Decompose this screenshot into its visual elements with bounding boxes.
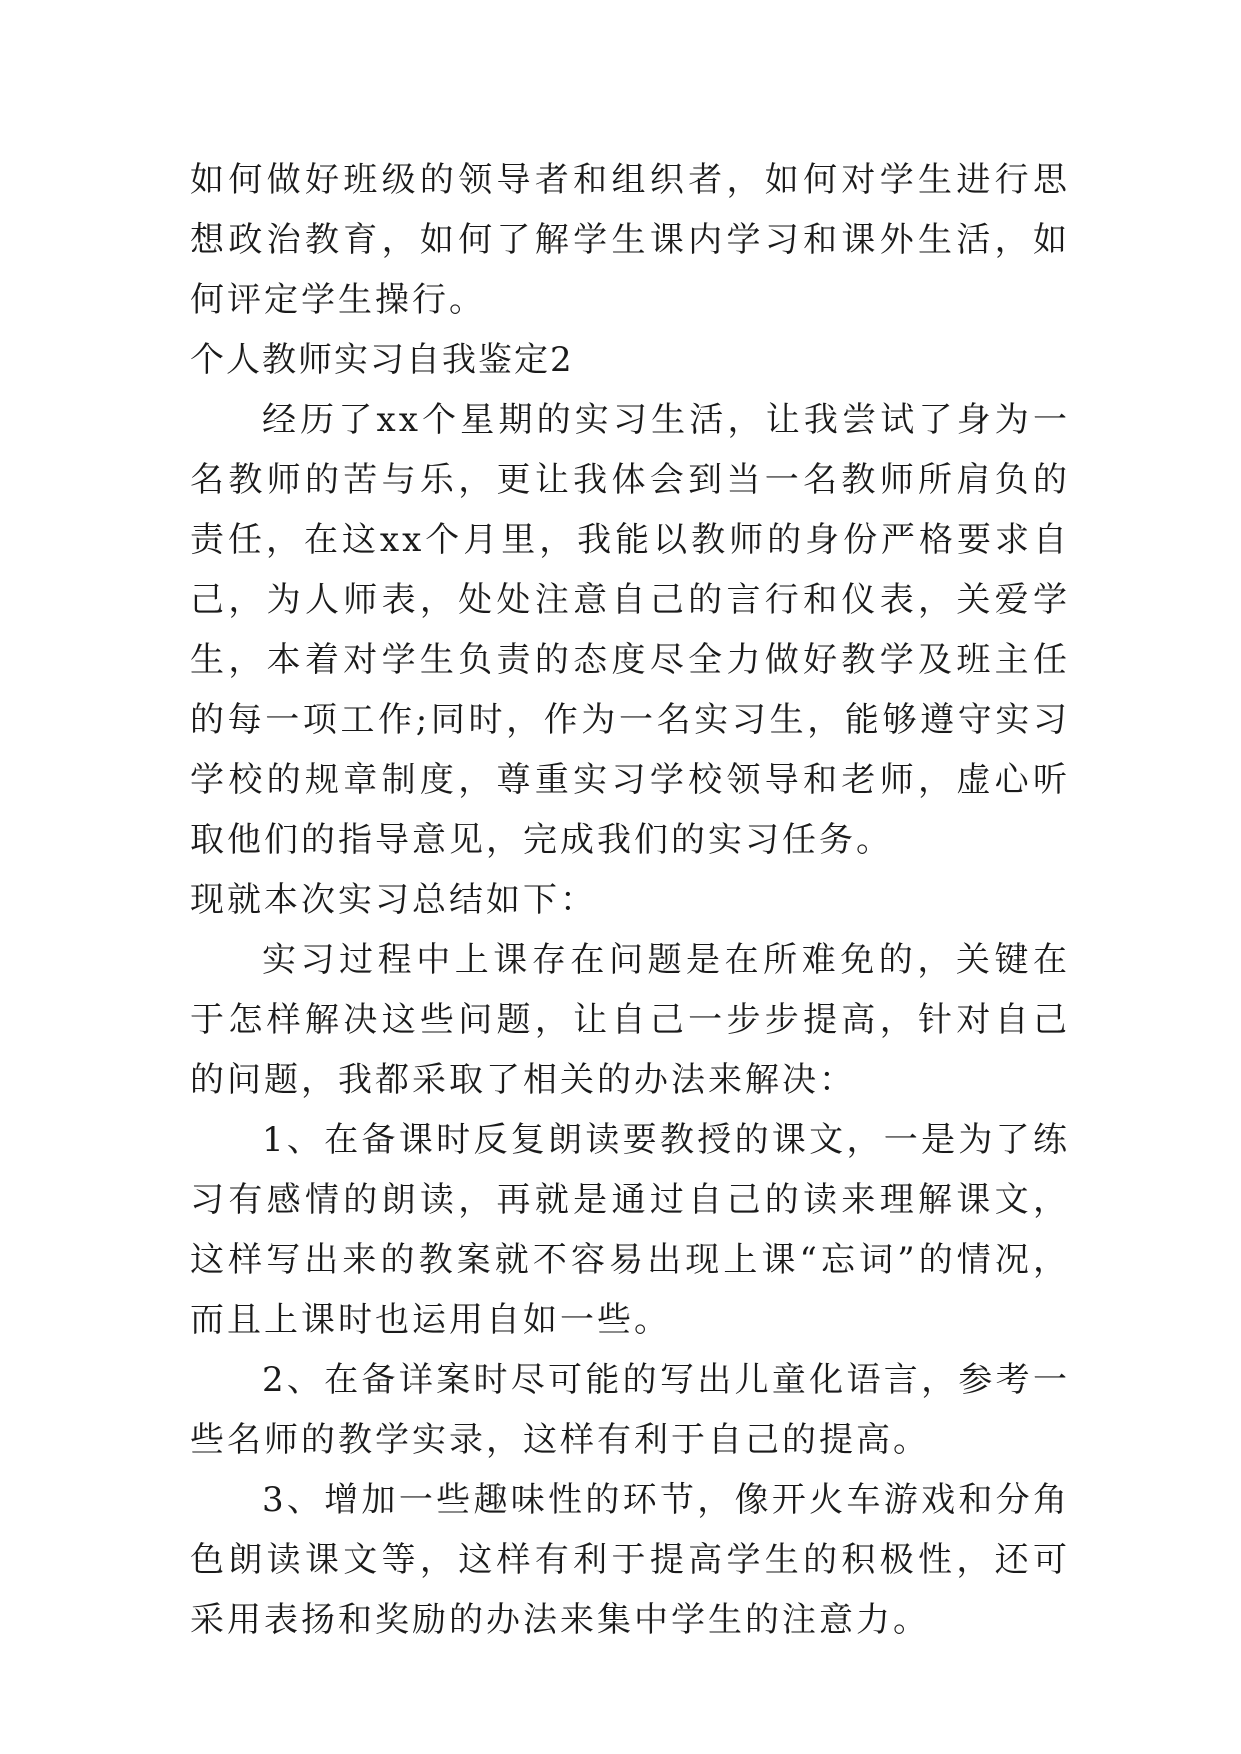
list-item-1: 1、在备课时反复朗读要教授的课文，一是为了练习有感情的朗读，再就是通过自己的读来理解课文，这样写出来的教案就不容易出现上课“忘词”的情况，而且上课时也运用自如一些。 [190,1120,1070,1340]
list-item-2: 2、在备详案时尽可能的写出儿童化语言，参考一些名师的教学实录，这样有利于自己的提高。 [190,1360,1070,1460]
paragraph-intro: 经历了xx个星期的实习生活，让我尝试了身为一名教师的苦与乐，更让我体会到当一名教师所肩负的责任，在这xx个月里，我能以教师的身份严格要求自己，为人师表，处处注意自己的言行和仪表，关爱学生，本着对学生负责的态度尽全力做好教学及班主任的每一项工作;同时，作为一名实习生，能够遵守实习学校的规章制度，尊重实习学校领导和老师，虚心听取他们的指导意见，完成我们的实习任务。 [190,400,1070,860]
paragraph-continuation: 如何做好班级的领导者和组织者，如何对学生进行思想政治教育，如何了解学生课内学习和课外生活，如何评定学生操行。 [190,160,1070,320]
paragraph-summary-lead: 现就本次实习总结如下： [190,880,597,920]
paragraph-problems: 实习过程中上课存在问题是在所难免的，关键在于怎样解决这些问题，让自己一步步提高，针对自己的问题，我都采取了相关的办法来解决： [190,940,1070,1100]
section-heading: 个人教师实习自我鉴定2 [190,340,574,380]
document-body [190,150,1070,1650]
list-item-3: 3、增加一些趣味性的环节，像开火车游戏和分角色朗读课文等，这样有利于提高学生的积极性，还可采用表扬和奖励的办法来集中学生的注意力。 [190,1480,1070,1640]
